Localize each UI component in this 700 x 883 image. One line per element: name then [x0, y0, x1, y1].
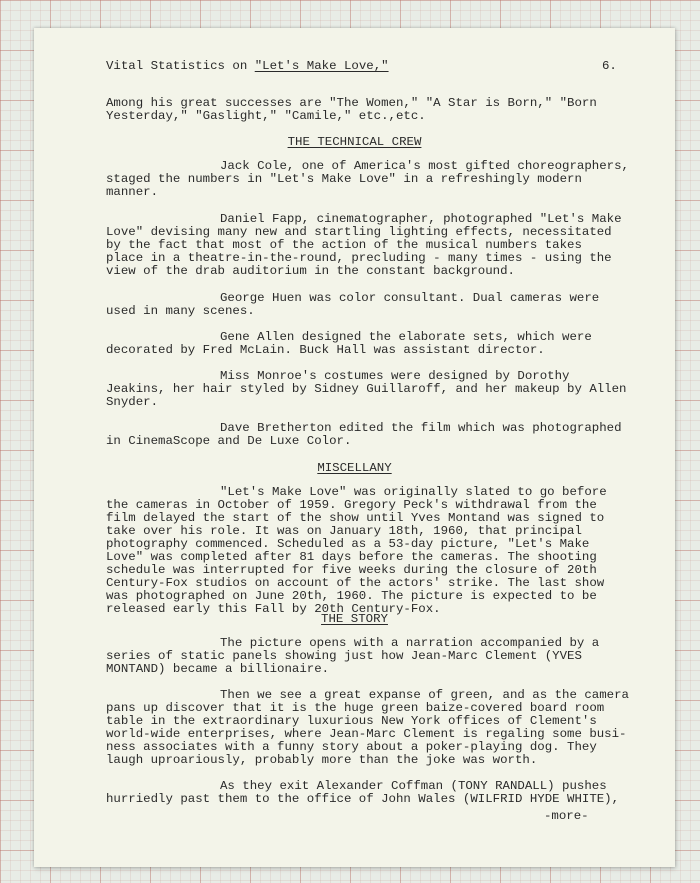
intro-line: Among his great successes are "The Women," "A Star is Born," "Born	[106, 96, 597, 110]
continued-marker: -more-	[544, 809, 589, 823]
paragraph-line: photography commenced. Scheduled as a 53-day picture, "Let's Make	[106, 537, 590, 551]
paragraph-line: schedule was interrupted for five weeks during the closure of 20th	[106, 563, 597, 577]
paragraph-line: As they exit Alexander Coffman (TONY RANDALL) pushes	[220, 779, 607, 793]
paragraph-line: George Huen was color consultant. Dual cameras were	[220, 291, 600, 305]
paragraph-line: laugh uproariously, probably more than the joke was worth.	[106, 753, 538, 767]
section-heading-technical-crew: THE TECHNICAL CREW	[287, 135, 422, 149]
section-heading-miscellany: MISCELLANY	[317, 461, 392, 475]
paragraph-line: Jack Cole, one of America's most gifted choreographers,	[220, 159, 629, 173]
paragraph-line: Jeakins, her hair styled by Sidney Guillaroff, and her makeup by Allen	[106, 382, 627, 396]
paragraph-line: take over his role. It was on January 18th, 1960, that principal	[106, 524, 582, 538]
paragraph-line: Century-Fox studios on account of the actors' strike. The last show	[106, 576, 605, 590]
paragraph-line: staged the numbers in "Let's Make Love" in a refreshingly modern	[106, 172, 582, 186]
paragraph-line: the cameras in October of 1959. Gregory Peck's withdrawal from the	[106, 498, 597, 512]
paragraph-line: place in a theatre-in-the-round, precluding - many times - using the	[106, 251, 612, 265]
header-film-title: "Let's Make Love,"	[254, 59, 389, 73]
paragraph-line: used in many scenes.	[106, 304, 255, 318]
paragraph-line: The picture opens with a narration accompanied by a	[220, 636, 600, 650]
page-number: 6.	[602, 59, 617, 73]
paragraph-line: decorated by Fred McLain. Buck Hall was assistant director.	[106, 343, 545, 357]
section-heading-story: THE STORY	[321, 612, 388, 626]
paragraph-line: Dave Bretherton edited the film which was photographed	[220, 421, 622, 435]
typed-page	[34, 28, 675, 867]
paragraph-line: Snyder.	[106, 395, 159, 409]
paragraph-line: view of the drab auditorium in the constant background.	[106, 264, 515, 278]
paragraph-line: in CinemaScope and De Luxe Color.	[106, 434, 352, 448]
paragraph-line: Gene Allen designed the elaborate sets, which were	[220, 330, 592, 344]
paragraph-line: was photographed on June 20th, 1960. The picture is expected to be	[106, 589, 597, 603]
paragraph-line: table in the extraordinary luxurious New York offices of Clement's	[106, 714, 597, 728]
paragraph-line: pans up discover that it is the huge green baize-covered board room	[106, 701, 605, 715]
paragraph-line: world-wide enterprises, where Jean-Marc Clement is regaling some busi-	[106, 727, 627, 741]
paragraph-line: Daniel Fapp, cinematographer, photographed "Let's Make	[220, 212, 622, 226]
paragraph-line: manner.	[106, 185, 159, 199]
paragraph-line: Love" devising many new and startling lighting effects, necessitated	[106, 225, 612, 239]
paragraph-line: film delayed the start of the show until Yves Montand was signed to	[106, 511, 605, 525]
paragraph-line: ness associates with a funny story about a poker-playing dog. They	[106, 740, 597, 754]
paragraph-line: Love" was completed after 81 days before the cameras. The shooting	[106, 550, 597, 564]
header-title-prefix: Vital Statistics on	[106, 59, 255, 73]
paragraph-line: Miss Monroe's costumes were designed by Dorothy	[220, 369, 570, 383]
intro-line: Yesterday," "Gaslight," "Camile," etc.,etc.	[106, 109, 426, 123]
page-header	[106, 60, 389, 73]
paragraph-line: series of static panels showing just how Jean-Marc Clement (YVES	[106, 649, 582, 663]
paragraph-line: hurriedly past them to the office of John Wales (WILFRID HYDE WHITE),	[106, 792, 620, 806]
paragraph-line: released early this Fall by 20th Century-Fox.	[106, 602, 441, 616]
paragraph-line: by the fact that most of the action of the musical numbers takes	[106, 238, 582, 252]
paragraph-line: Then we see a great expanse of green, and as the camera	[220, 688, 629, 702]
paragraph-line: "Let's Make Love" was originally slated to go before	[220, 485, 607, 499]
paragraph-line: MONTAND) became a billionaire.	[106, 662, 330, 676]
